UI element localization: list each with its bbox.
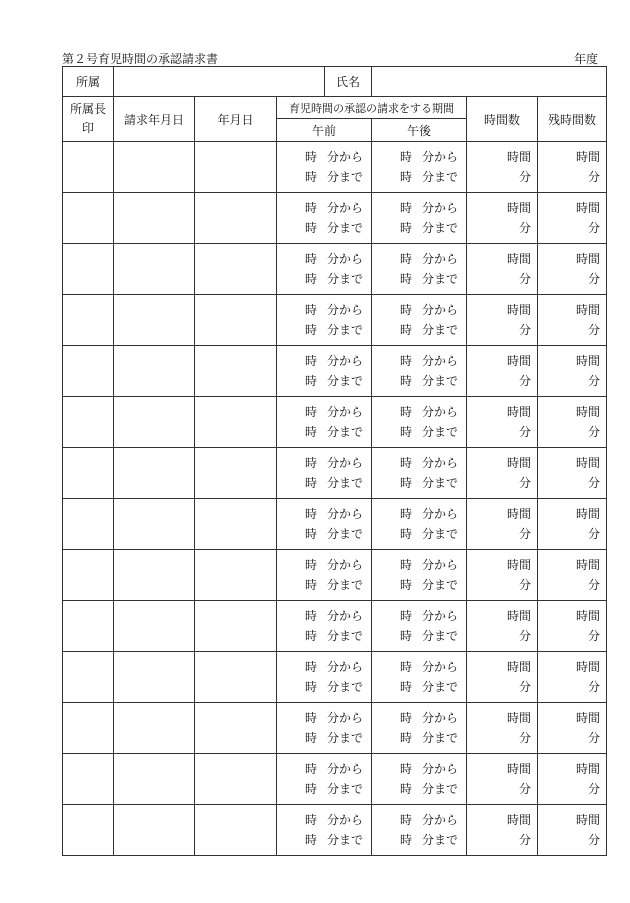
am-time-cell[interactable] xyxy=(277,193,372,244)
minute-from-label: 分から xyxy=(421,609,458,623)
minute-from-label: 分から xyxy=(421,201,458,215)
am-time-cell[interactable] xyxy=(277,142,372,193)
affiliation-field[interactable] xyxy=(114,67,325,97)
hour-label: 時 xyxy=(305,170,318,184)
hour-label: 時 xyxy=(305,782,318,796)
date-cell[interactable] xyxy=(195,703,277,754)
hour-label: 時 xyxy=(305,425,318,439)
seal-cell[interactable] xyxy=(63,397,114,448)
pm-time-cell[interactable] xyxy=(372,550,467,601)
minute-from-label: 分から xyxy=(421,150,458,164)
minute-until-label: 分まで xyxy=(421,680,458,694)
hour-label: 時 xyxy=(305,201,318,215)
pm-time-cell[interactable] xyxy=(372,703,467,754)
hour-label: 時 xyxy=(305,578,318,592)
am-time-cell[interactable] xyxy=(277,448,372,499)
am-time-cell[interactable] xyxy=(277,652,372,703)
minute-from-label: 分から xyxy=(421,762,458,776)
minutes-unit: 分 xyxy=(587,374,600,388)
table-row xyxy=(63,652,607,703)
minute-from-label: 分から xyxy=(421,660,458,674)
hours-unit: 時間 xyxy=(506,558,531,572)
request-date-cell[interactable] xyxy=(114,499,195,550)
minutes-unit: 分 xyxy=(587,731,600,745)
minute-from-label: 分から xyxy=(326,201,363,215)
minutes-unit: 分 xyxy=(518,323,531,337)
request-date-cell[interactable] xyxy=(114,652,195,703)
hours-unit: 時間 xyxy=(575,456,600,470)
remaining-hours-cell[interactable] xyxy=(538,652,607,703)
hours-unit: 時間 xyxy=(506,609,531,623)
hours-unit: 時間 xyxy=(575,354,600,368)
date-cell[interactable] xyxy=(195,244,277,295)
pm-time-cell[interactable] xyxy=(372,754,467,805)
hour-label: 時 xyxy=(400,354,413,368)
seal-cell[interactable] xyxy=(63,601,114,652)
minute-from-label: 分から xyxy=(326,354,363,368)
table-row xyxy=(63,448,607,499)
hour-label: 時 xyxy=(305,660,318,674)
am-time-cell[interactable] xyxy=(277,397,372,448)
request-date-cell[interactable] xyxy=(114,346,195,397)
minutes-unit: 分 xyxy=(518,782,531,796)
hours-unit: 時間 xyxy=(575,303,600,317)
hour-label: 時 xyxy=(305,711,318,725)
remaining-hours-cell[interactable] xyxy=(538,754,607,805)
table-row xyxy=(63,805,607,856)
hours-unit: 時間 xyxy=(506,711,531,725)
seal-cell[interactable] xyxy=(63,703,114,754)
hours-cell[interactable] xyxy=(467,652,538,703)
hour-label: 時 xyxy=(400,323,413,337)
hours-unit: 時間 xyxy=(575,507,600,521)
hour-label: 時 xyxy=(305,762,318,776)
remaining-hours-cell[interactable] xyxy=(538,142,607,193)
minutes-unit: 分 xyxy=(518,527,531,541)
minute-from-label: 分から xyxy=(326,456,363,470)
hour-label: 時 xyxy=(400,221,413,235)
minutes-unit: 分 xyxy=(518,731,531,745)
minutes-unit: 分 xyxy=(587,833,600,847)
hours-unit: 時間 xyxy=(575,150,600,164)
am-time-cell[interactable] xyxy=(277,346,372,397)
request-date-header: 請求年月日 xyxy=(114,97,195,142)
seal-cell[interactable] xyxy=(63,142,114,193)
hour-label: 時 xyxy=(305,221,318,235)
minute-from-label: 分から xyxy=(326,252,363,266)
minute-until-label: 分まで xyxy=(326,527,363,541)
remaining-hours-cell[interactable] xyxy=(538,601,607,652)
minute-from-label: 分から xyxy=(421,507,458,521)
hours-unit: 時間 xyxy=(506,660,531,674)
hour-label: 時 xyxy=(305,456,318,470)
minute-until-label: 分まで xyxy=(421,425,458,439)
minute-until-label: 分まで xyxy=(421,323,458,337)
hours-cell[interactable] xyxy=(467,448,538,499)
am-time-cell[interactable] xyxy=(277,601,372,652)
pm-time-cell[interactable] xyxy=(372,448,467,499)
remaining-hours-cell[interactable] xyxy=(538,193,607,244)
minute-until-label: 分まで xyxy=(421,170,458,184)
hours-cell[interactable] xyxy=(467,346,538,397)
request-date-cell[interactable] xyxy=(114,397,195,448)
minute-until-label: 分まで xyxy=(421,221,458,235)
minute-until-label: 分まで xyxy=(326,731,363,745)
hour-label: 時 xyxy=(400,782,413,796)
manager-seal-label: 所属長 印 xyxy=(63,97,114,142)
date-cell[interactable] xyxy=(195,550,277,601)
minute-from-label: 分から xyxy=(326,507,363,521)
pm-time-cell[interactable] xyxy=(372,295,467,346)
hours-unit: 時間 xyxy=(506,507,531,521)
hours-unit: 時間 xyxy=(506,354,531,368)
minute-from-label: 分から xyxy=(326,405,363,419)
hour-label: 時 xyxy=(305,374,318,388)
header-row-top xyxy=(63,67,607,97)
table-row xyxy=(63,142,607,193)
minute-until-label: 分まで xyxy=(421,782,458,796)
fiscal-year-label: 年度 xyxy=(573,52,598,66)
minute-until-label: 分まで xyxy=(326,629,363,643)
hours-unit: 時間 xyxy=(575,711,600,725)
minute-until-label: 分まで xyxy=(421,731,458,745)
minutes-unit: 分 xyxy=(518,578,531,592)
minute-until-label: 分まで xyxy=(326,170,363,184)
minutes-unit: 分 xyxy=(518,833,531,847)
hour-label: 時 xyxy=(400,252,413,266)
minutes-unit: 分 xyxy=(587,221,600,235)
remaining-hours-cell[interactable] xyxy=(538,397,607,448)
minute-until-label: 分まで xyxy=(421,272,458,286)
hour-label: 時 xyxy=(400,476,413,490)
date-cell[interactable] xyxy=(195,397,277,448)
seal-cell[interactable] xyxy=(63,244,114,295)
hours-cell[interactable] xyxy=(467,142,538,193)
minutes-unit: 分 xyxy=(518,221,531,235)
hour-label: 時 xyxy=(400,150,413,164)
minute-from-label: 分から xyxy=(421,456,458,470)
minutes-unit: 分 xyxy=(518,272,531,286)
request-date-cell[interactable] xyxy=(114,244,195,295)
am-time-cell[interactable] xyxy=(277,550,372,601)
hours-cell[interactable] xyxy=(467,550,538,601)
pm-time-cell[interactable] xyxy=(372,346,467,397)
hour-label: 時 xyxy=(400,813,413,827)
hours-cell[interactable] xyxy=(467,193,538,244)
minute-from-label: 分から xyxy=(326,150,363,164)
affiliation-label: 所属 xyxy=(63,67,114,97)
request-date-cell[interactable] xyxy=(114,193,195,244)
hours-cell[interactable] xyxy=(467,805,538,856)
table-row xyxy=(63,193,607,244)
minute-until-label: 分まで xyxy=(421,578,458,592)
seal-cell[interactable] xyxy=(63,805,114,856)
hour-label: 時 xyxy=(400,507,413,521)
minute-from-label: 分から xyxy=(421,354,458,368)
hour-label: 時 xyxy=(305,731,318,745)
am-time-cell[interactable] xyxy=(277,805,372,856)
hours-unit: 時間 xyxy=(575,660,600,674)
minutes-unit: 分 xyxy=(587,782,600,796)
minute-from-label: 分から xyxy=(326,609,363,623)
pm-time-cell[interactable] xyxy=(372,244,467,295)
name-field[interactable] xyxy=(372,67,607,97)
minutes-unit: 分 xyxy=(587,272,600,286)
hours-unit: 時間 xyxy=(506,201,531,215)
seal-cell[interactable] xyxy=(63,499,114,550)
hours-unit: 時間 xyxy=(506,762,531,776)
date-cell[interactable] xyxy=(195,601,277,652)
date-cell[interactable] xyxy=(195,499,277,550)
hours-cell[interactable] xyxy=(467,397,538,448)
minute-from-label: 分から xyxy=(421,405,458,419)
hours-unit: 時間 xyxy=(575,558,600,572)
hour-label: 時 xyxy=(305,252,318,266)
minute-from-label: 分から xyxy=(326,558,363,572)
minutes-unit: 分 xyxy=(587,527,600,541)
minutes-unit: 分 xyxy=(587,476,600,490)
table-row xyxy=(63,601,607,652)
hour-label: 時 xyxy=(400,170,413,184)
seal-cell[interactable] xyxy=(63,448,114,499)
pm-time-cell[interactable] xyxy=(372,601,467,652)
seal-cell[interactable] xyxy=(63,295,114,346)
minutes-unit: 分 xyxy=(587,323,600,337)
hour-label: 時 xyxy=(400,711,413,725)
minutes-unit: 分 xyxy=(518,680,531,694)
hour-label: 時 xyxy=(400,272,413,286)
hour-label: 時 xyxy=(305,680,318,694)
hour-label: 時 xyxy=(305,558,318,572)
table-row xyxy=(63,397,607,448)
minutes-unit: 分 xyxy=(587,170,600,184)
minute-until-label: 分まで xyxy=(326,374,363,388)
minute-until-label: 分まで xyxy=(326,425,363,439)
minutes-unit: 分 xyxy=(518,170,531,184)
hour-label: 時 xyxy=(305,150,318,164)
hours-unit: 時間 xyxy=(575,405,600,419)
request-date-cell[interactable] xyxy=(114,448,195,499)
hour-label: 時 xyxy=(305,507,318,521)
date-cell[interactable] xyxy=(195,142,277,193)
remaining-hours-cell[interactable] xyxy=(538,448,607,499)
hours-header: 時間数 xyxy=(467,97,538,142)
minute-from-label: 分から xyxy=(421,711,458,725)
minute-until-label: 分まで xyxy=(421,527,458,541)
request-date-cell[interactable] xyxy=(114,601,195,652)
pm-time-cell[interactable] xyxy=(372,652,467,703)
minutes-unit: 分 xyxy=(518,374,531,388)
minute-until-label: 分まで xyxy=(326,221,363,235)
hour-label: 時 xyxy=(400,833,413,847)
minute-until-label: 分まで xyxy=(326,578,363,592)
hour-label: 時 xyxy=(400,405,413,419)
fiscal-year-field[interactable] xyxy=(472,50,598,67)
am-time-cell[interactable] xyxy=(277,754,372,805)
date-cell[interactable] xyxy=(195,805,277,856)
hour-label: 時 xyxy=(305,272,318,286)
form-title: 第２号育児時間の承認請求書 xyxy=(62,52,219,66)
hour-label: 時 xyxy=(400,609,413,623)
hour-label: 時 xyxy=(305,833,318,847)
minute-from-label: 分から xyxy=(326,303,363,317)
minute-from-label: 分から xyxy=(326,660,363,674)
hour-label: 時 xyxy=(400,425,413,439)
am-time-cell[interactable] xyxy=(277,703,372,754)
pm-time-cell[interactable] xyxy=(372,397,467,448)
date-cell[interactable] xyxy=(195,346,277,397)
seal-cell[interactable] xyxy=(63,754,114,805)
minutes-unit: 分 xyxy=(518,629,531,643)
request-date-cell[interactable] xyxy=(114,805,195,856)
remaining-hours-cell[interactable] xyxy=(538,703,607,754)
minute-from-label: 分から xyxy=(326,762,363,776)
period-header: 育児時間の承認の請求をする期間 xyxy=(277,97,467,119)
request-date-cell[interactable] xyxy=(114,142,195,193)
hour-label: 時 xyxy=(400,303,413,317)
remaining-hours-cell[interactable] xyxy=(538,244,607,295)
minute-from-label: 分から xyxy=(421,813,458,827)
hours-cell[interactable] xyxy=(467,295,538,346)
remaining-hours-cell[interactable] xyxy=(538,805,607,856)
remaining-hours-cell[interactable] xyxy=(538,295,607,346)
hour-label: 時 xyxy=(400,762,413,776)
hour-label: 時 xyxy=(400,680,413,694)
minute-until-label: 分まで xyxy=(326,272,363,286)
pm-time-cell[interactable] xyxy=(372,142,467,193)
minutes-unit: 分 xyxy=(518,425,531,439)
minute-from-label: 分から xyxy=(421,303,458,317)
table-row xyxy=(63,295,607,346)
request-table xyxy=(62,66,607,856)
hour-label: 時 xyxy=(305,354,318,368)
am-time-cell[interactable] xyxy=(277,499,372,550)
am-header: 午前 xyxy=(277,119,372,142)
date-cell[interactable] xyxy=(195,295,277,346)
seal-cell[interactable] xyxy=(63,193,114,244)
remaining-hours-header: 残時間数 xyxy=(538,97,607,142)
am-time-cell[interactable] xyxy=(277,244,372,295)
hours-cell[interactable] xyxy=(467,754,538,805)
hours-unit: 時間 xyxy=(575,252,600,266)
hours-unit: 時間 xyxy=(575,201,600,215)
minutes-unit: 分 xyxy=(518,476,531,490)
hour-label: 時 xyxy=(400,374,413,388)
date-cell[interactable] xyxy=(195,754,277,805)
hour-label: 時 xyxy=(400,527,413,541)
hours-unit: 時間 xyxy=(506,405,531,419)
hour-label: 時 xyxy=(400,456,413,470)
hour-label: 時 xyxy=(305,629,318,643)
pm-time-cell[interactable] xyxy=(372,193,467,244)
hour-label: 時 xyxy=(400,201,413,215)
minute-until-label: 分まで xyxy=(326,323,363,337)
hour-label: 時 xyxy=(400,660,413,674)
hours-cell[interactable] xyxy=(467,244,538,295)
name-label: 氏名 xyxy=(325,67,372,97)
hour-label: 時 xyxy=(305,813,318,827)
minute-from-label: 分から xyxy=(326,813,363,827)
hours-unit: 時間 xyxy=(506,456,531,470)
remaining-hours-cell[interactable] xyxy=(538,499,607,550)
hour-label: 時 xyxy=(305,303,318,317)
table-row xyxy=(63,346,607,397)
hour-label: 時 xyxy=(400,578,413,592)
request-date-cell[interactable] xyxy=(114,754,195,805)
request-date-cell[interactable] xyxy=(114,295,195,346)
pm-time-cell[interactable] xyxy=(372,499,467,550)
table-row xyxy=(63,754,607,805)
remaining-hours-cell[interactable] xyxy=(538,346,607,397)
minutes-unit: 分 xyxy=(587,578,600,592)
minute-until-label: 分まで xyxy=(326,782,363,796)
hours-cell[interactable] xyxy=(467,499,538,550)
minute-from-label: 分から xyxy=(421,558,458,572)
table-row xyxy=(63,244,607,295)
minute-until-label: 分まで xyxy=(326,476,363,490)
seal-cell[interactable] xyxy=(63,346,114,397)
hours-unit: 時間 xyxy=(506,252,531,266)
minute-until-label: 分まで xyxy=(326,680,363,694)
am-time-cell[interactable] xyxy=(277,295,372,346)
remaining-hours-cell[interactable] xyxy=(538,550,607,601)
hour-label: 時 xyxy=(305,323,318,337)
hours-unit: 時間 xyxy=(506,813,531,827)
table-row xyxy=(63,550,607,601)
request-date-cell[interactable] xyxy=(114,550,195,601)
hour-label: 時 xyxy=(305,476,318,490)
hours-cell[interactable] xyxy=(467,601,538,652)
minute-until-label: 分まで xyxy=(326,833,363,847)
hours-unit: 時間 xyxy=(575,609,600,623)
pm-time-cell[interactable] xyxy=(372,805,467,856)
hour-label: 時 xyxy=(400,629,413,643)
hour-label: 時 xyxy=(305,405,318,419)
table-row xyxy=(63,703,607,754)
minutes-unit: 分 xyxy=(587,425,600,439)
seal-cell[interactable] xyxy=(63,652,114,703)
hour-label: 時 xyxy=(400,731,413,745)
request-date-cell[interactable] xyxy=(114,703,195,754)
date-cell[interactable] xyxy=(195,448,277,499)
date-cell[interactable] xyxy=(195,652,277,703)
pm-header: 午後 xyxy=(372,119,467,142)
minute-until-label: 分まで xyxy=(421,629,458,643)
minute-until-label: 分まで xyxy=(421,476,458,490)
hours-unit: 時間 xyxy=(506,303,531,317)
hours-unit: 時間 xyxy=(506,150,531,164)
date-header: 年月日 xyxy=(195,97,277,142)
minutes-unit: 分 xyxy=(587,629,600,643)
minutes-unit: 分 xyxy=(587,680,600,694)
minute-from-label: 分から xyxy=(326,711,363,725)
hours-unit: 時間 xyxy=(575,813,600,827)
minute-until-label: 分まで xyxy=(421,374,458,388)
minute-from-label: 分から xyxy=(421,252,458,266)
date-cell[interactable] xyxy=(195,193,277,244)
hours-cell[interactable] xyxy=(467,703,538,754)
minute-until-label: 分まで xyxy=(421,833,458,847)
hour-label: 時 xyxy=(305,609,318,623)
table-row xyxy=(63,499,607,550)
hour-label: 時 xyxy=(305,527,318,541)
seal-cell[interactable] xyxy=(63,550,114,601)
hours-unit: 時間 xyxy=(575,762,600,776)
hour-label: 時 xyxy=(400,558,413,572)
